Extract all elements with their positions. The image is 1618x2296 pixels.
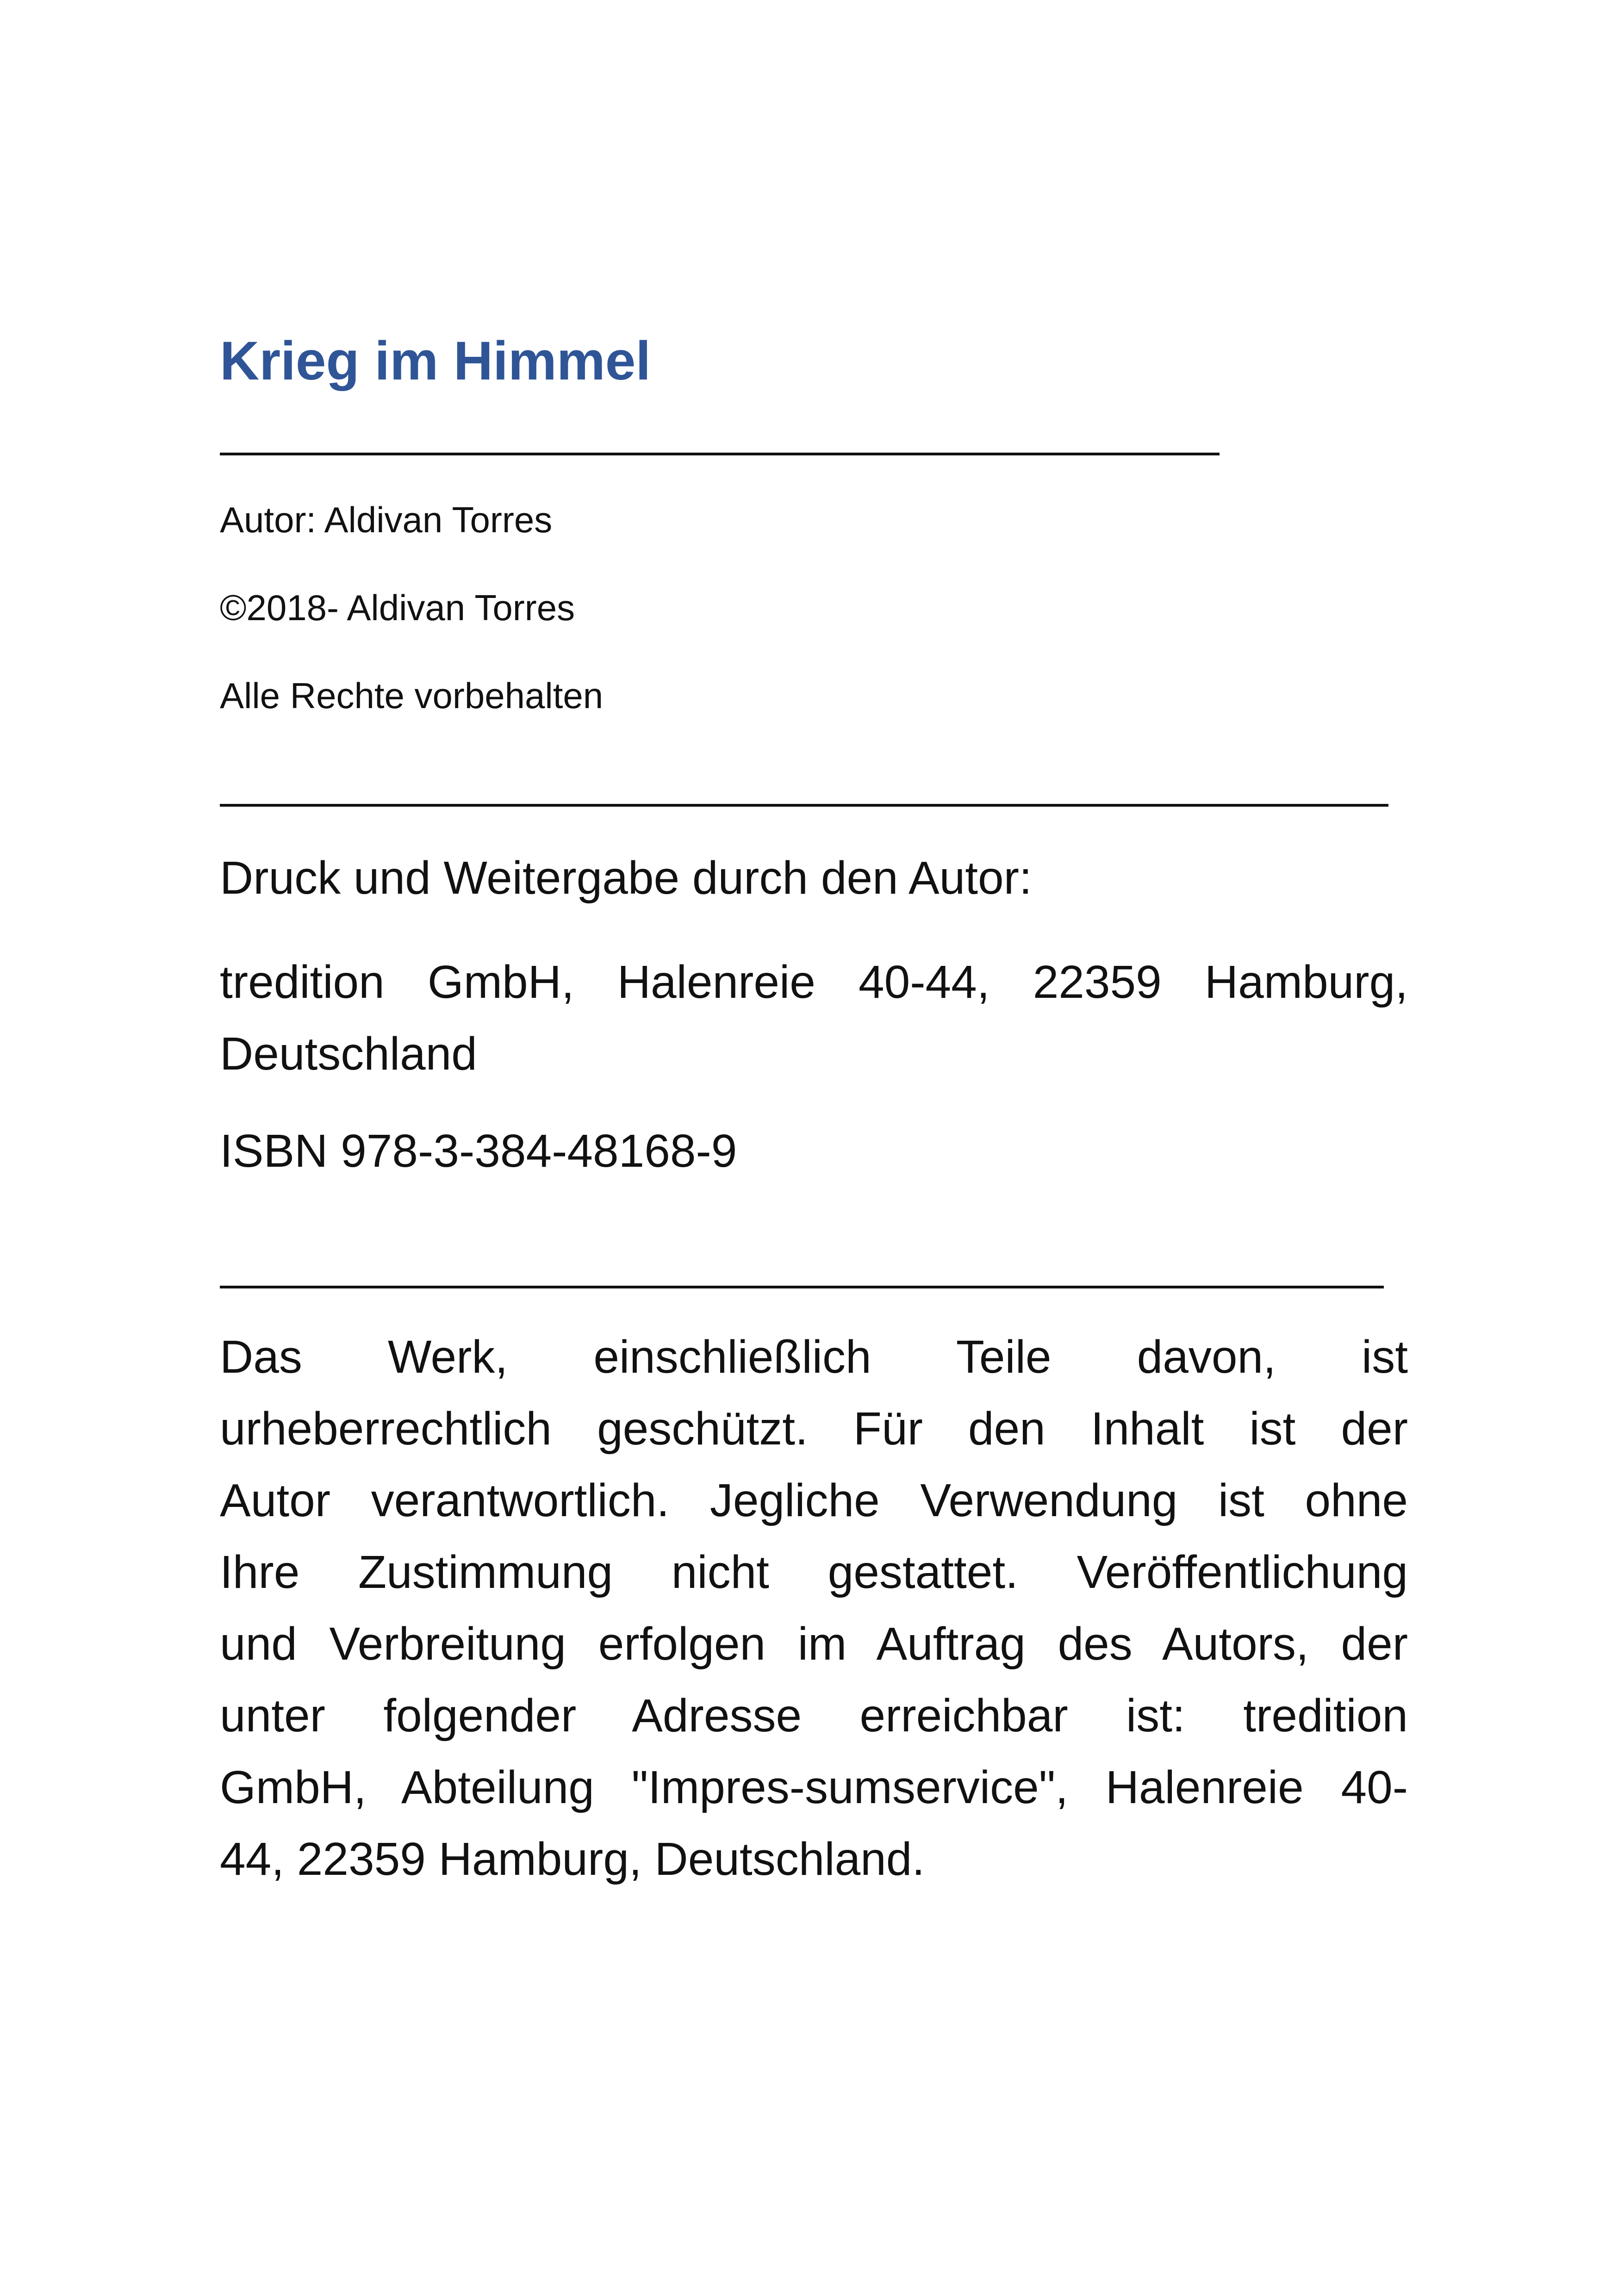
publisher-address — [220, 946, 1408, 1090]
publisher-address-line-2: Deutschland — [220, 1028, 477, 1080]
legal-text-line: Das Werk, einschließlich Teile davon, ist — [220, 1331, 1408, 1383]
legal-text-line: Autor verantwortlich. Jegliche Verwendung ist ohne — [220, 1475, 1408, 1526]
legal-text-line: GmbH, Abteilung "Impres-sumservice", Halenreie 40- — [220, 1761, 1408, 1813]
section-divider-1 — [220, 804, 1388, 807]
publisher-address-line-1: tredition GmbH, Halenreie 40-44, 22359 Hamburg, — [220, 956, 1408, 1008]
rights-line: Alle Rechte vorbehalten — [220, 675, 604, 716]
author-line: Autor: Aldivan Torres — [220, 499, 553, 540]
legal-text-line: 44, 22359 Hamburg, Deutschland. — [220, 1833, 925, 1885]
legal-text-line: urheberrechtlich geschützt. Für den Inhalt ist der — [220, 1403, 1408, 1455]
legal-notice — [220, 1321, 1408, 1895]
title-underline — [220, 453, 1220, 455]
legal-text-line: und Verbreitung erfolgen im Auftrag des Autors, der — [220, 1618, 1408, 1670]
section-divider-2 — [220, 1286, 1384, 1288]
book-title: Krieg im Himmel — [220, 330, 651, 392]
printing-heading: Druck und Weitergabe durch den Autor: — [220, 852, 1032, 904]
legal-text-line: Ihre Zustimmung nicht gestattet. Veröffentlichung — [220, 1546, 1408, 1598]
isbn-line: ISBN 978-3-384-48168-9 — [220, 1125, 737, 1177]
copyright-line: ©2018- Aldivan Torres — [220, 587, 575, 628]
legal-text-line: unter folgender Adresse erreichbar ist: tredition — [220, 1690, 1408, 1742]
